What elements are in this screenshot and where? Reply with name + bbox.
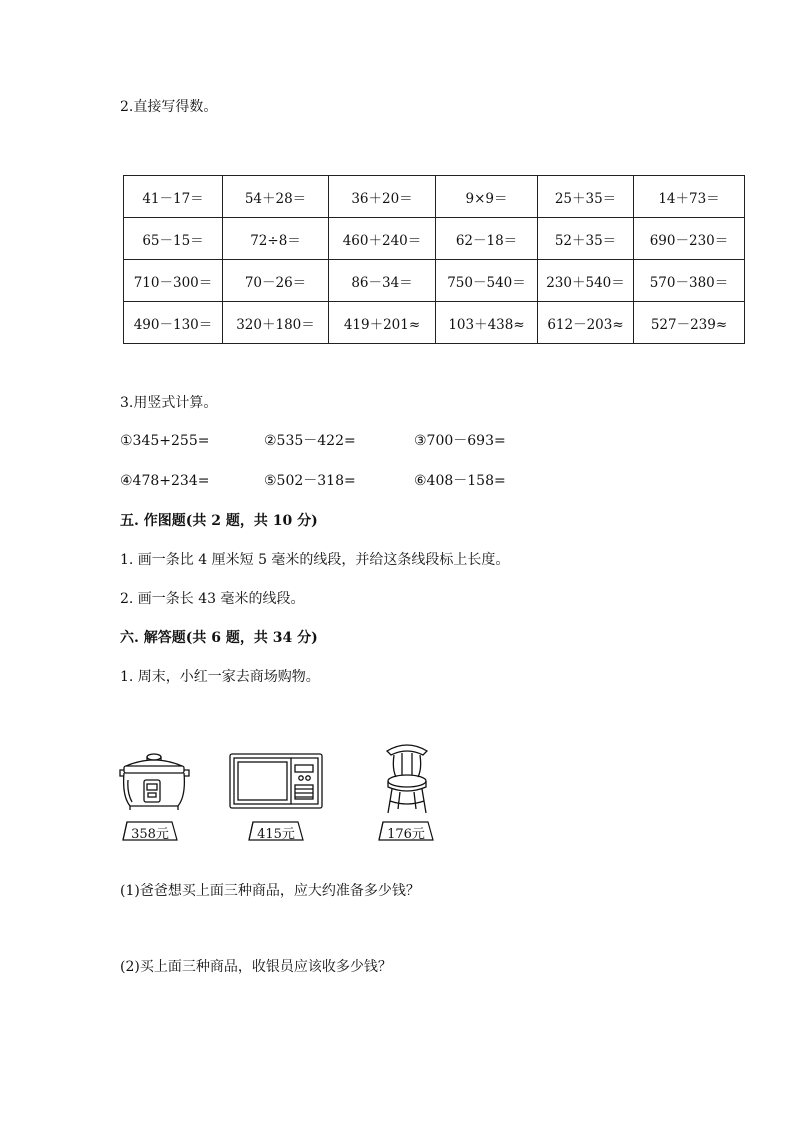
table-cell: 320＋180＝	[223, 302, 329, 344]
table-cell: 690－230＝	[634, 218, 745, 260]
table-cell: 52＋35＝	[538, 218, 634, 260]
table-row	[124, 302, 745, 344]
q3-item: ②535－422=	[264, 433, 356, 449]
price-tag	[378, 821, 434, 841]
section5-heading: 五. 作图题(共 2 题，共 10 分)	[120, 513, 318, 529]
price-label: 415元	[257, 827, 295, 842]
table-cell: 9×9＝	[436, 176, 538, 218]
section6-sub1: (1)爸爸想买上面三种商品，应大约准备多少钱？	[120, 883, 420, 899]
calc-table	[123, 175, 745, 344]
section6-sub2: (2)买上面三种商品，收银员应该收多少钱？	[120, 959, 392, 975]
section5-q2: 2. 画一条长 43 毫米的线段。	[120, 591, 305, 607]
table-cell: 14＋73＝	[634, 176, 745, 218]
table-cell: 103＋438≈	[436, 302, 538, 344]
table-cell: 62－18＝	[436, 218, 538, 260]
table-cell: 490－130＝	[124, 302, 223, 344]
table-cell: 527－239≈	[634, 302, 745, 344]
q3-item: ①345+255=	[120, 433, 210, 449]
table-cell: 612－203≈	[538, 302, 634, 344]
rice-cooker-icon	[118, 748, 196, 814]
section6-q1: 1. 周末，小红一家去商场购物。	[120, 669, 320, 685]
table-row	[124, 260, 745, 302]
table-cell: 72÷8＝	[223, 218, 329, 260]
table-cell: 460＋240＝	[329, 218, 436, 260]
table-cell: 570－380＝	[634, 260, 745, 302]
q3-item: ④478+234=	[120, 473, 210, 489]
table-cell: 36＋20＝	[329, 176, 436, 218]
table-cell: 750－540＝	[436, 260, 538, 302]
price-tag	[248, 821, 304, 841]
q3-item: ③700－693=	[414, 433, 506, 449]
q3-item: ⑤502－318=	[264, 473, 356, 489]
table-cell: 230＋540＝	[538, 260, 634, 302]
microwave-icon	[228, 752, 324, 810]
table-cell: 41－17＝	[124, 176, 223, 218]
table-cell: 65－15＝	[124, 218, 223, 260]
price-tag	[122, 821, 178, 841]
table-cell: 710－300＝	[124, 260, 223, 302]
chair-icon	[382, 741, 432, 815]
table-cell: 54＋28＝	[223, 176, 329, 218]
table-row	[124, 176, 745, 218]
section6-heading: 六. 解答题(共 6 题，共 34 分)	[120, 630, 318, 646]
table-cell: 86－34＝	[329, 260, 436, 302]
table-row	[124, 218, 745, 260]
q2-title: 2.直接写得数。	[120, 99, 218, 115]
table-cell: 419＋201≈	[329, 302, 436, 344]
section5-q1: 1. 画一条比 4 厘米短 5 毫米的线段，并给这条线段标上长度。	[120, 552, 510, 568]
table-cell: 70－26＝	[223, 260, 329, 302]
q3-item: ⑥408－158=	[414, 473, 506, 489]
q3-title: 3.用竖式计算。	[120, 395, 218, 411]
table-cell: 25＋35＝	[538, 176, 634, 218]
price-label: 358元	[131, 827, 169, 842]
price-label: 176元	[387, 827, 425, 842]
